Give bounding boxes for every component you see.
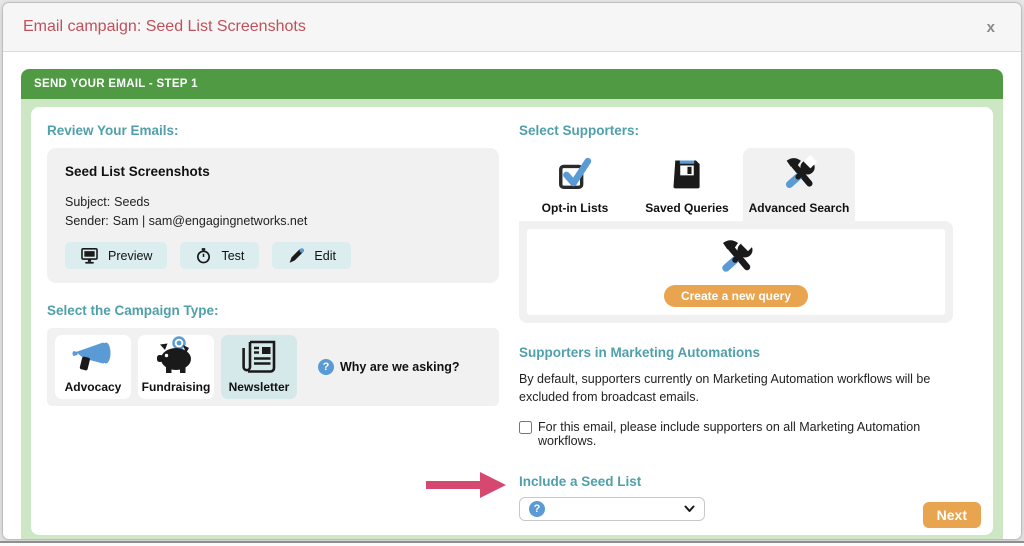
- seed-list-heading: Include a Seed List: [519, 474, 642, 490]
- seed-list-section: [519, 474, 979, 521]
- step-body: [21, 99, 1003, 540]
- supporters-tabs: [519, 148, 979, 221]
- newspaper-icon: [239, 337, 279, 380]
- supporters-heading: Select Supporters:: [519, 123, 640, 138]
- review-column: [47, 123, 499, 521]
- test-label: Test: [221, 248, 245, 263]
- modal-body: [3, 52, 1021, 540]
- campaign-type-heading: Select the Campaign Type:: [47, 303, 219, 318]
- modal-title: Email campaign: Seed List Screenshots: [23, 18, 306, 35]
- fundraising-label: Fundraising: [141, 380, 211, 394]
- tools-icon: [779, 155, 819, 198]
- tab-advanced-search[interactable]: [743, 148, 855, 221]
- create-new-query-button[interactable]: Create a new query: [664, 285, 808, 307]
- opt-in-lists-label: Opt-in Lists: [541, 201, 609, 215]
- stopwatch-icon: [195, 247, 212, 264]
- next-button[interactable]: Next: [923, 502, 981, 528]
- campaign-type-row: [47, 328, 499, 406]
- step-container: [21, 69, 1003, 540]
- piggy-bank-icon: [153, 335, 199, 380]
- chevron-down-icon: [684, 500, 695, 518]
- advanced-search-panel: [519, 221, 953, 323]
- supporters-column: [519, 123, 979, 521]
- review-heading: Review Your Emails:: [47, 123, 179, 138]
- why-are-we-asking[interactable]: [318, 359, 459, 375]
- marketing-automations-heading: Supporters in Marketing Automations: [519, 345, 761, 360]
- campaign-type-section: [47, 303, 499, 406]
- email-actions: [65, 242, 481, 269]
- sender-label: Sender:: [65, 214, 109, 228]
- subject-label: Subject:: [65, 195, 111, 209]
- step-header: [21, 69, 1003, 99]
- email-campaign-modal: [2, 2, 1022, 540]
- subject-value: Seeds: [114, 195, 150, 209]
- marketing-automations-section: [519, 345, 979, 448]
- monitor-icon: [80, 246, 99, 265]
- tab-opt-in-lists[interactable]: [519, 148, 631, 221]
- tab-saved-queries[interactable]: [631, 148, 743, 221]
- preview-button[interactable]: [65, 242, 167, 269]
- test-button[interactable]: [180, 242, 259, 269]
- page-behind: [0, 541, 1024, 546]
- sender-value: Sam | sam@engagingnetworks.net: [112, 214, 308, 228]
- question-icon: ?: [529, 501, 545, 517]
- saved-queries-label: Saved Queries: [645, 201, 729, 215]
- email-card: [47, 148, 499, 283]
- edit-button[interactable]: [272, 242, 351, 269]
- pencil-icon: [287, 247, 305, 265]
- newsletter-label: Newsletter: [228, 380, 290, 394]
- sender-line: [65, 214, 481, 228]
- include-ma-supporters-checkbox[interactable]: [519, 421, 532, 434]
- marketing-automations-description: By default, supporters currently on Marketing Automation workflows will be excluded from broadcast emails.: [519, 372, 931, 405]
- email-name: Seed List Screenshots: [65, 164, 210, 179]
- edit-label: Edit: [314, 248, 336, 263]
- megaphone-icon: [70, 339, 116, 380]
- advocacy-label: Advocacy: [64, 380, 122, 394]
- close-icon[interactable]: x: [986, 18, 995, 36]
- tools-icon: [715, 237, 757, 282]
- campaign-tile-advocacy[interactable]: [55, 335, 131, 399]
- pink-arrow-icon: [424, 471, 508, 504]
- question-icon: ?: [318, 359, 334, 375]
- checkbox-check-icon: [555, 155, 595, 198]
- why-label: Why are we asking?: [340, 360, 460, 374]
- include-ma-supporters-row: [519, 420, 979, 448]
- advanced-search-label: Advanced Search: [748, 201, 850, 215]
- content-panel: [31, 107, 993, 535]
- modal-header: [3, 3, 1021, 52]
- step-header-label: SEND YOUR EMAIL - STEP 1: [34, 78, 198, 90]
- campaign-tile-newsletter[interactable]: [221, 335, 297, 399]
- campaign-tile-fundraising[interactable]: [138, 335, 214, 399]
- preview-label: Preview: [108, 248, 153, 263]
- advanced-search-inner: [527, 229, 945, 315]
- include-ma-supporters-label: For this email, please include supporters on all Marketing Automation workflows.: [538, 420, 921, 449]
- floppy-disk-icon: [669, 155, 705, 198]
- seed-list-select[interactable]: [519, 497, 705, 521]
- subject-line: [65, 195, 481, 209]
